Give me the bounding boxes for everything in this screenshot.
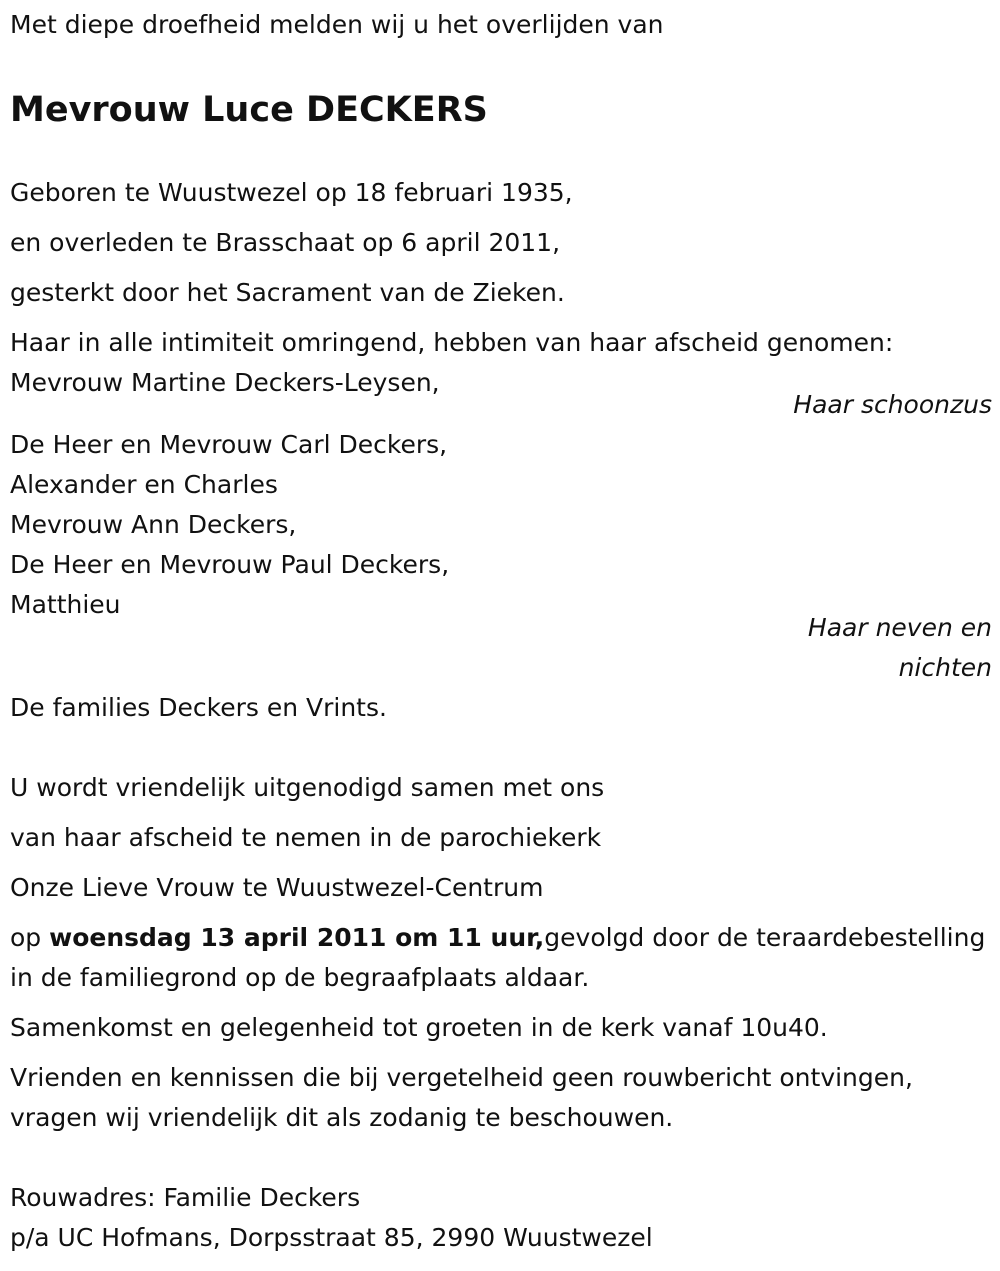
invitation-line-5: in de familiegrond op de begraafplaats aldaar. [10, 963, 590, 992]
nephew-line-5: Matthieu [10, 590, 121, 619]
sister-in-law-relation: Haar schoonzus [793, 390, 992, 419]
address-line-2: p/a UC Hofmans, Dorpsstraat 85, 2990 Wuustwezel [10, 1223, 653, 1252]
birth-line: Geboren te Wuustwezel op 18 februari 1935, [10, 178, 573, 207]
nephew-line-4: De Heer en Mevrouw Paul Deckers, [10, 550, 450, 579]
followed-text: gevolgd door de teraardebestelling [544, 923, 986, 952]
nephews-relation-line2: nichten [898, 653, 992, 682]
nephews-relation-line1: Haar neven en [807, 613, 992, 642]
invitation-line-4 [10, 918, 992, 958]
death-line: en overleden te Brasschaat op 6 april 2011, [10, 228, 561, 257]
sister-in-law-name: Mevrouw Martine Deckers-Leysen, [10, 368, 440, 397]
sacrament-line: gesterkt door het Sacrament van de Zieken. [10, 278, 565, 307]
families-line: De families Deckers en Vrints. [10, 693, 387, 722]
gathering-line: Samenkomst en gelegenheid tot groeten in de kerk vanaf 10u40. [10, 1013, 828, 1042]
invitation-line-1: U wordt vriendelijk uitgenodigd samen met ons [10, 773, 605, 802]
notice-line-1: Vrienden en kennissen die bij vergetelheid geen rouwbericht ontvingen, [10, 1063, 913, 1092]
invitation-line-3: Onze Lieve Vrouw te Wuustwezel-Centrum [10, 873, 544, 902]
notice-line-2: vragen wij vriendelijk dit als zodanig te beschouwen. [10, 1103, 674, 1132]
intro-text: Met diepe droefheid melden wij u het overlijden van [10, 10, 664, 39]
nephew-line-1: De Heer en Mevrouw Carl Deckers, [10, 430, 448, 459]
family-intro: Haar in alle intimiteit omringend, hebben van haar afscheid genomen: [10, 328, 894, 357]
invitation-line-2: van haar afscheid te nemen in de parochiekerk [10, 823, 602, 852]
nephew-line-3: Mevrouw Ann Deckers, [10, 510, 297, 539]
deceased-name: Mevrouw Luce DECKERS [10, 90, 488, 130]
obituary-document [10, 0, 992, 1258]
nephew-line-2: Alexander en Charles [10, 470, 278, 499]
ceremony-date: woensdag 13 april 2011 om 11 uur, [49, 923, 545, 952]
address-line-1: Rouwadres: Familie Deckers [10, 1183, 361, 1212]
op-text: op [10, 923, 50, 952]
